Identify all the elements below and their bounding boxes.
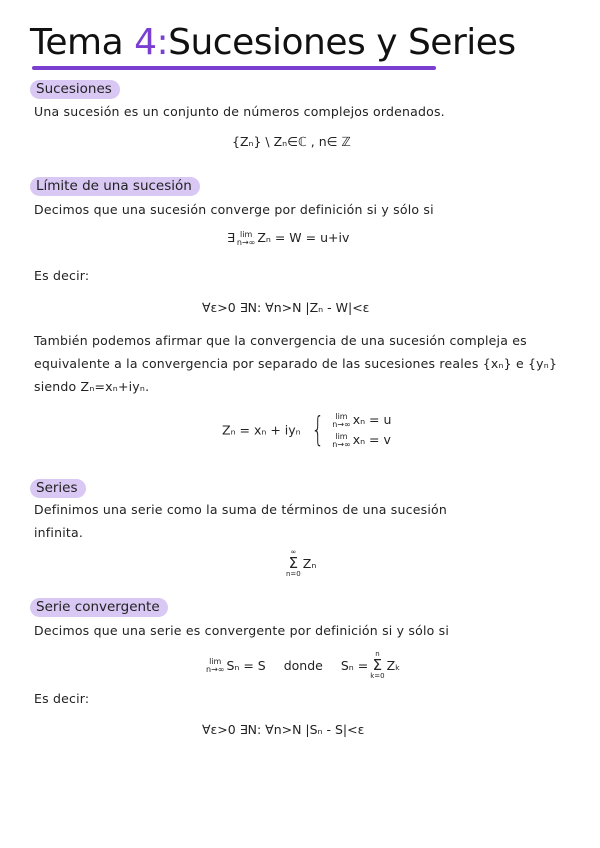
system-lhs: Zₙ = xₙ + iyₙ xyxy=(222,422,301,438)
limite-system-formula xyxy=(222,410,391,450)
sum-subscript: n=0 xyxy=(286,570,301,578)
serie-convergente-es-decir: Es decir: xyxy=(34,691,90,706)
limit-operator xyxy=(332,433,350,449)
serie-convergente-formula xyxy=(204,650,401,681)
heading-limite: Límite de una sucesión xyxy=(30,177,200,196)
heading-sucesiones: Sucesiones xyxy=(30,80,120,99)
lim-label: lim xyxy=(335,411,348,421)
sucesiones-definition: Una sucesión es un conjunto de números complejos ordenados. xyxy=(34,104,445,119)
heading-series: Series xyxy=(30,479,86,498)
limite-paragraph-line3: siendo Zₙ=xₙ+iyₙ. xyxy=(34,379,150,394)
curly-brace: { xyxy=(310,410,324,450)
title-main: Tema xyxy=(30,22,135,63)
title-underline xyxy=(32,66,436,70)
system-row2-expr: xₙ = v xyxy=(352,432,391,447)
page-title xyxy=(30,22,516,63)
limite-es-decir: Es decir: xyxy=(34,268,90,283)
donde-label: donde xyxy=(283,658,323,673)
system-row-1 xyxy=(330,410,391,430)
series-definition-line1: Definimos una serie como la suma de términos de una sucesión xyxy=(34,502,447,517)
system-rows xyxy=(330,410,391,450)
title-rest: Sucesiones y Series xyxy=(168,22,516,63)
serie-convergente-definition: Decimos que una serie es convergente por definición si y sólo si xyxy=(34,623,450,638)
system-row1-expr: xₙ = u xyxy=(352,412,392,427)
limite-expr: Zₙ = W = u+iv xyxy=(257,230,350,245)
serie-convergente-epsilon-formula: ∀ε>0 ∃N: ∀n>N |Sₙ - S|<ε xyxy=(202,722,365,737)
limite-exists-symbol: ∃ xyxy=(227,230,235,245)
limite-paragraph-line1: También podemos afirmar que la convergencia de una sucesión compleja es xyxy=(34,333,527,348)
lim-label: lim xyxy=(335,431,348,441)
series-formula xyxy=(284,548,316,579)
system-row-2 xyxy=(330,430,391,450)
limite-epsilon-formula: ∀ε>0 ∃N: ∀n>N |Zₙ - W|<ε xyxy=(202,300,370,315)
sucesiones-formula: {Zₙ} \ Zₙ∈ℂ , n∈ ℤ xyxy=(232,134,351,149)
limite-definition: Decimos que una sucesión converge por definición si y sólo si xyxy=(34,202,434,217)
series-expr: Zₙ xyxy=(302,556,317,571)
serie-convergente-expr: Sₙ = S xyxy=(226,658,266,673)
heading-serie-convergente: Serie convergente xyxy=(30,598,168,617)
limite-paragraph-line2: equivalente a la convergencia por separado de las sucesiones reales {xₙ} e {yₙ} xyxy=(34,356,558,371)
sum-superscript: ∞ xyxy=(290,548,297,556)
lim-subscript: n→∞ xyxy=(332,419,351,429)
lim-label: lim xyxy=(209,656,222,666)
lim-label: lim xyxy=(240,229,253,239)
sigma-symbol: Σ xyxy=(372,656,383,674)
lim-subscript: n→∞ xyxy=(206,664,225,674)
limite-formula xyxy=(227,230,349,247)
sum-operator xyxy=(286,548,301,579)
partial-sum-label: Sₙ = xyxy=(340,658,369,673)
limit-operator xyxy=(206,658,224,674)
limit-operator xyxy=(332,413,350,429)
sum-superscript: n xyxy=(375,650,380,658)
title-number: 4: xyxy=(134,22,169,63)
lim-subscript: n→∞ xyxy=(236,237,256,247)
partial-sum-term: Zₖ xyxy=(386,658,401,673)
limit-operator xyxy=(237,231,255,247)
sum-subscript: k=0 xyxy=(370,672,385,680)
lim-subscript: n→∞ xyxy=(332,439,351,449)
sigma-symbol: Σ xyxy=(288,554,299,572)
sum-operator xyxy=(370,650,384,681)
series-definition-line2: infinita. xyxy=(34,525,83,540)
